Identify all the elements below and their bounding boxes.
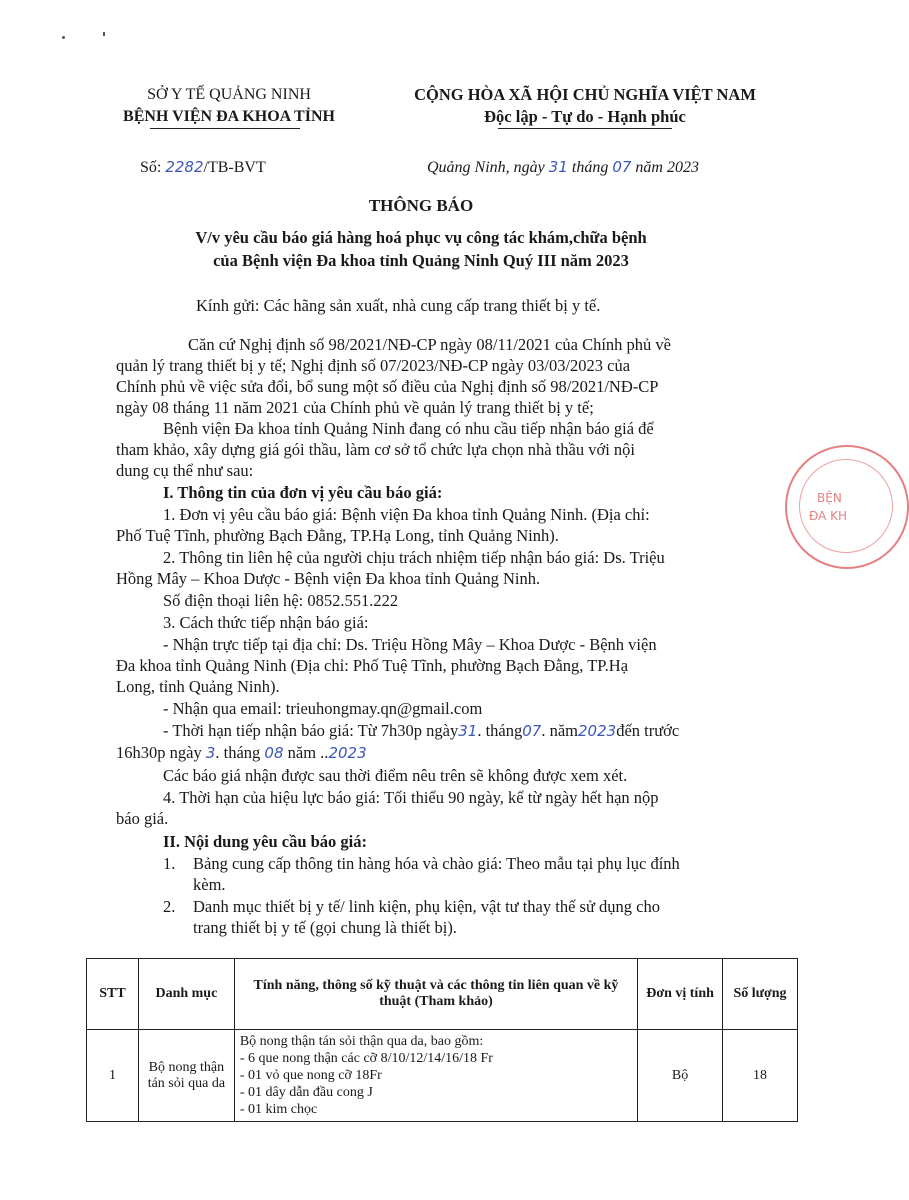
header-specs: Tính năng, thông số kỹ thuật và các thông tin liên quan về kỹ thuật (Tham khảo) — [234, 959, 637, 1030]
issue-date: Quảng Ninh, ngày 31 tháng 07 năm 2023 — [427, 158, 699, 176]
scan-speck — [103, 32, 105, 36]
org-department: SỞ Y TẾ QUẢNG NINH — [147, 86, 311, 103]
cell-specs: Bộ nong thận tán sỏi thận qua da, bao gồm: - 6 que nong thận các cỡ 8/10/12/14/16/18 Fr - 01 vỏ que nong cỡ 18Fr - 01 dây dẫn đầu cong J - 01 kim chọc — [234, 1030, 637, 1122]
handwritten-end-year: 2023 — [328, 744, 367, 762]
body-line: 3. Cách thức tiếp nhận báo giá: — [163, 613, 369, 632]
document-subtitle: V/v yêu cầu báo giá hàng hoá phục vụ công tác khám,chữa bệnh của Bệnh viện Đa khoa tỉnh Quảng Ninh Quý III năm 2023 — [195, 228, 647, 270]
stamp-text: BỆN — [817, 491, 842, 505]
handwritten-end-month: 08 — [264, 744, 284, 762]
body-line: Căn cứ Nghị định số 98/2021/NĐ-CP ngày 08/11/2021 của Chính phủ về — [188, 335, 671, 354]
table-row — [87, 1030, 798, 1122]
body-line: Chính phủ về việc sửa đổi, bổ sung một số điều của Nghị định số 98/2021/NĐ-CP — [116, 377, 659, 396]
body-line: ngày 08 tháng 11 năm 2021 của Chính phủ về quản lý trang thiết bị y tế; — [116, 398, 594, 417]
org-underline — [150, 128, 300, 129]
body-line: Phố Tuệ Tĩnh, phường Bạch Đằng, TP.Hạ Long, tỉnh Quảng Ninh). — [116, 526, 559, 545]
stamp-inner-ring — [799, 459, 893, 553]
body-line: trang thiết bị y tế (gọi chung là thiết bị). — [193, 918, 457, 937]
document-number: Số: 2282/TB-BVT — [140, 158, 266, 176]
org-hospital: BỆNH VIỆN ĐA KHOA TỈNH — [123, 108, 335, 125]
body-line: Danh mục thiết bị y tế/ linh kiện, phụ kiện, vật tư thay thế sử dụng cho — [193, 897, 660, 916]
header-stt: STT — [87, 959, 139, 1030]
handwritten-number: 2282 — [165, 158, 204, 176]
late-note: Các báo giá nhận được sau thời điểm nêu trên sẽ không được xem xét. — [163, 766, 628, 785]
nation-motto: Độc lập - Tự do - Hạnh phúc — [484, 107, 686, 126]
body-line: dung cụ thể như sau: — [116, 461, 254, 480]
equipment-table — [86, 958, 798, 1122]
body-line: quản lý trang thiết bị y tế; Nghị định số 07/2023/NĐ-CP ngày 03/03/2023 của — [116, 356, 631, 375]
header-category: Danh mục — [138, 959, 234, 1030]
list-number: 2. — [163, 897, 176, 916]
national-header — [380, 84, 790, 128]
hospital-stamp — [785, 445, 909, 569]
handwritten-start-year: 2023 — [578, 722, 617, 740]
body-line: Hồng Mây – Khoa Dược - Bệnh viện Đa khoa tỉnh Quảng Ninh. — [116, 569, 541, 588]
body-line: 1. Đơn vị yêu cầu báo giá: Bệnh viện Đa khoa tỉnh Quảng Ninh. (Địa chỉ: — [163, 505, 650, 524]
header-unit: Đơn vị tính — [638, 959, 723, 1030]
body-line: kèm. — [193, 875, 226, 894]
cell-category: Bộ nong thận tán sỏi qua da — [138, 1030, 234, 1122]
section-heading-1: I. Thông tin của đơn vị yêu cầu báo giá: — [163, 483, 443, 502]
cell-unit: Bộ — [638, 1030, 723, 1122]
handwritten-end-day: 3 — [205, 744, 216, 762]
deadline-line-2: 16h30p ngày 3. tháng 08 năm ..2023 — [116, 743, 367, 762]
stamp-text: ĐA KH — [809, 509, 848, 523]
cell-quantity: 18 — [723, 1030, 798, 1122]
list-number: 1. — [163, 854, 176, 873]
header-quantity: Số lượng — [723, 959, 798, 1030]
handwritten-day: 31 — [548, 158, 568, 176]
deadline-line-1: - Thời hạn tiếp nhận báo giá: Từ 7h30p ngày31. tháng07. năm2023đến trước — [163, 721, 680, 740]
issuing-organization — [95, 84, 363, 128]
body-line: Đa khoa tỉnh Quảng Ninh (Địa chỉ: Phố Tuệ Tĩnh, phường Bạch Đằng, TP.Hạ — [116, 656, 629, 675]
body-line: 2. Thông tin liên hệ của người chịu trách nhiệm tiếp nhận báo giá: Ds. Triệu — [163, 548, 665, 567]
body-line: báo giá. — [116, 809, 169, 828]
body-line: Bệnh viện Đa khoa tỉnh Quảng Ninh đang có nhu cầu tiếp nhận báo giá để — [163, 419, 654, 438]
nation-name: CỘNG HÒA XÃ HỘI CHỦ NGHĨA VIỆT NAM — [414, 85, 756, 104]
recipient-line: Kính gửi: Các hãng sản xuất, nhà cung cấp trang thiết bị y tế. — [196, 296, 601, 315]
body-line: - Nhận trực tiếp tại địa chỉ: Ds. Triệu Hồng Mây – Khoa Dược - Bệnh viện — [163, 635, 657, 654]
contact-phone: Số điện thoại liên hệ: 0852.551.222 — [163, 591, 399, 610]
contact-email: - Nhận qua email: trieuhongmay.qn@gmail.com — [163, 699, 483, 718]
table-header-row — [87, 959, 798, 1030]
body-line: Long, tỉnh Quảng Ninh). — [116, 677, 280, 696]
body-line: Bảng cung cấp thông tin hàng hóa và chào giá: Theo mẫu tại phụ lục đính — [193, 854, 680, 873]
section-heading-2: II. Nội dung yêu cầu báo giá: — [163, 832, 368, 851]
motto-underline — [498, 128, 672, 129]
body-line: 4. Thời hạn của hiệu lực báo giá: Tối thiểu 90 ngày, kể từ ngày hết hạn nộp — [163, 788, 659, 807]
handwritten-start-month: 07 — [522, 722, 542, 740]
body-line: tham khảo, xây dựng giá gói thầu, làm cơ sở tổ chức lựa chọn nhà thầu với nội — [116, 440, 636, 459]
handwritten-month: 07 — [612, 158, 632, 176]
scan-speck — [62, 36, 65, 39]
handwritten-start-day: 31 — [458, 722, 478, 740]
document-title: THÔNG BÁO — [368, 196, 474, 215]
cell-stt: 1 — [87, 1030, 139, 1122]
